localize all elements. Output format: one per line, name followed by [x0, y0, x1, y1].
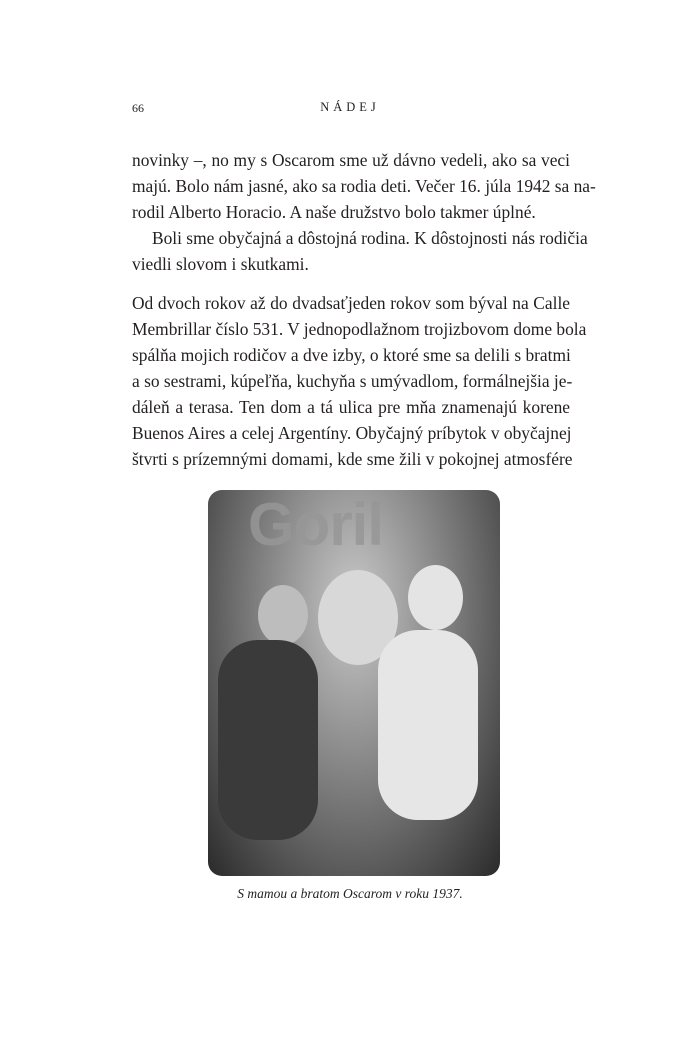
- text-line: viedli slovom i skutkami.: [132, 254, 309, 274]
- running-title: NÁDEJ: [320, 100, 380, 114]
- text-line: Boli sme obyčajná a dôstojná rodina. K dôstojnosti nás rodičia: [152, 228, 588, 248]
- text-line: Membrillar číslo 531. V jednopodlažnom trojizbovom dome bola: [132, 319, 587, 339]
- text-line: Buenos Aires a celej Argentíny. Obyčajný príbytok v obyčajnej: [132, 423, 572, 443]
- photo-baby-face: [408, 565, 463, 630]
- paragraph-1: [132, 147, 596, 225]
- photo-baby-dress: [378, 630, 478, 820]
- paragraph-3: [132, 290, 587, 472]
- photo-child-body: [218, 640, 318, 840]
- text-line: a so sestrami, kúpeľňa, kuchyňa s umývadlom, formálnejšia je-: [132, 371, 573, 391]
- page-number: 66: [132, 101, 144, 115]
- watermark: Goril: [248, 491, 384, 558]
- photo-caption: S mamou a bratom Oscarom v roku 1937.: [237, 886, 463, 901]
- photo-child-face: [258, 585, 308, 645]
- paragraph-2: [132, 225, 588, 277]
- text-line: štvrti s prízemnými domami, kde sme žili v pokojnej atmosfére: [132, 449, 573, 469]
- text-line: dáleň a terasa. Ten dom a tá ulica pre mňa znamenajú korene: [132, 397, 570, 417]
- family-photo: [208, 490, 500, 876]
- text-line: rodil Alberto Horacio. A naše družstvo bolo takmer úplné.: [132, 202, 536, 222]
- text-line: Od dvoch rokov až do dvadsaťjeden rokov som býval na Calle: [132, 293, 570, 313]
- text-line: spálňa mojich rodičov a dve izby, o ktoré sme sa delili s bratmi: [132, 345, 571, 365]
- text-line: novinky –, no my s Oscarom sme už dávno vedeli, ako sa veci: [132, 150, 570, 170]
- text-line: majú. Bolo nám jasné, ako sa rodia deti. Večer 16. júla 1942 sa na-: [132, 176, 596, 196]
